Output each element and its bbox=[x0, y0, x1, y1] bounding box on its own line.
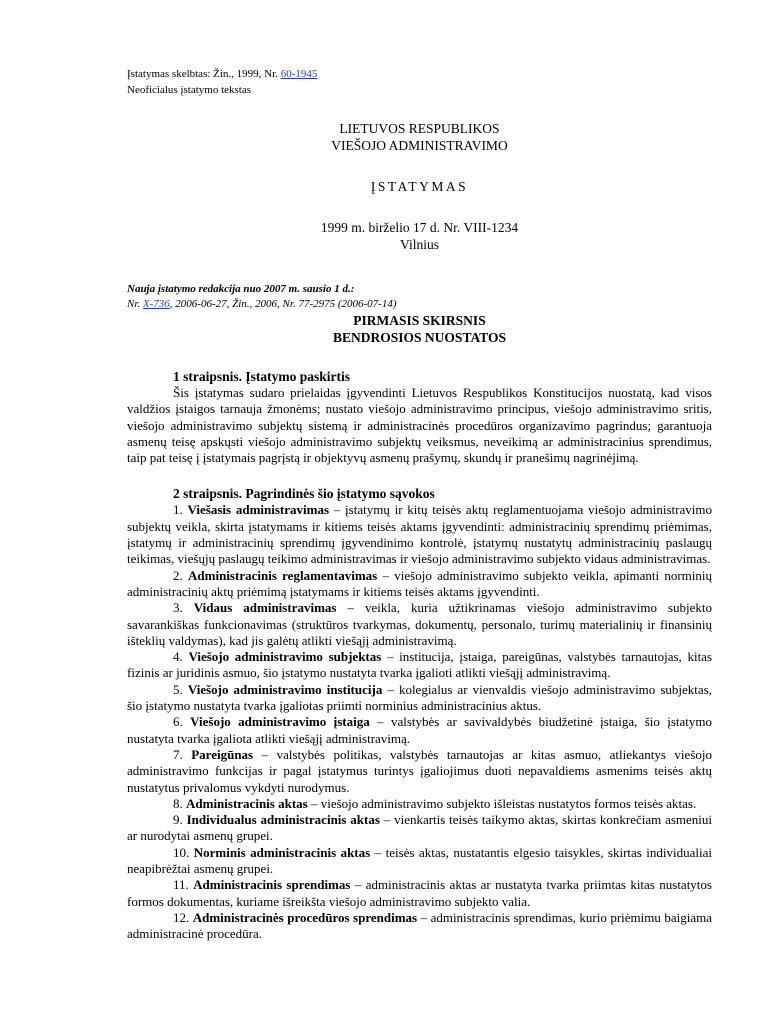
definition-text: – valstybės ar savivaldybės biudžetinė įstaiga, šio įstatymo nustatyta tvarka įgaliota atlikti viešąjį administravimą. bbox=[127, 714, 712, 746]
definition-term: Administracinis aktas bbox=[186, 795, 308, 811]
definition-item bbox=[127, 910, 712, 943]
section-name: BENDROSIOS NUOSTATOS bbox=[333, 330, 506, 345]
definition-number: 6. bbox=[173, 714, 191, 730]
new-edition-note: Nauja įstatymo redakcija nuo 2007 m. sausio 1 d.: bbox=[127, 283, 355, 295]
title-line-2: VIEŠOJO ADMINISTRAVIMO bbox=[331, 138, 508, 153]
definition-item bbox=[127, 568, 712, 601]
section-part: PIRMASIS SKIRSNIS bbox=[353, 313, 486, 328]
definition-number: 5. bbox=[173, 681, 188, 697]
definition-text: – institucija, įstaiga, pareigūnas, valstybės tarnautojas, kitas fizinis ar juridinis asmuo, šio įstatymo nustatyta tvarka įgalioti atlikti viešąjį administravimą. bbox=[127, 649, 713, 681]
definition-term: Norminis administracinis aktas bbox=[193, 844, 371, 860]
definition-number: 11. bbox=[173, 877, 194, 893]
definition-text: – viešojo administravimo subjekto veikla, apimanti norminių administracinių aktų priėmimą įstatymams ir kitiems teisės aktams įgyvendinti. bbox=[127, 567, 713, 599]
definition-term: Viešojo administravimo institucija bbox=[187, 681, 383, 697]
article-1-text: Šis įstatymas sudaro prielaidas įgyvendinti Lietuvos Respublikos Konstitucijos nuostatą, kad visos valdžios įstaigos tarnauja žmonėms; nustato viešojo administravimo principus, viešojo administravimo sritis, viešojo administravimo subjektų sistemą ir administracinės procedūros organizavimo pagrindus; garantuoja asmenų teisę apskųsti viešojo administravimo subjektų veiksmus, neveikimą ar administracinius sprendimus, taip pat teisę į įstatymais pagrįstą ir objektyvų asmenų prašymų, skundų ir pranešimų nagrinėjimą. bbox=[127, 385, 712, 466]
definition-term: Individualus administracinis aktas bbox=[186, 812, 380, 828]
definition-text: – viešojo administravimo subjekto išleistas nustatytos formos teisės aktas. bbox=[307, 795, 697, 811]
law-date: 1999 m. birželio 17 d. Nr. VIII-1234 bbox=[320, 220, 519, 235]
article-2-title: 2 straipsnis. Pagrindinės šio įstatymo sąvokos bbox=[173, 486, 435, 502]
edition-ref-prefix: Nr. bbox=[127, 298, 143, 310]
definition-number: 9. bbox=[173, 812, 187, 828]
definition-item bbox=[127, 812, 712, 845]
definition-item bbox=[127, 600, 712, 649]
definition-term: Vidaus administravimas bbox=[193, 600, 337, 616]
definition-term: Administracinis reglamentavimas bbox=[188, 567, 378, 583]
title-line-1: LIETUVOS RESPUBLIKOS bbox=[339, 121, 500, 136]
definition-item bbox=[127, 714, 712, 747]
definition-text: – valstybės politikas, valstybės tarnautojas ar kitas asmuo, atliekantys viešojo administravimo funkcijas ir pagal įstatymus turintys įgaliojimus duoti nepavaldiems asmenims teisės aktų nustatytus privalomus vykdyti nurodymus. bbox=[127, 746, 712, 795]
definition-item bbox=[127, 502, 712, 567]
definition-text: – vienkartis teisės taikymo aktas, skirtas konkrečiam asmeniui ar nurodytai asmenų grupei. bbox=[127, 812, 712, 844]
edition-ref-rest: , 2006-06-27, Žin., 2006, Nr. 77-2975 (2006-07-14) bbox=[169, 298, 397, 310]
publication-prefix: Įstatymas skelbtas: Žin., 1999, Nr. bbox=[127, 68, 281, 80]
definitions-list bbox=[127, 502, 712, 942]
definition-term: Administracinės procedūros sprendimas bbox=[192, 909, 418, 925]
definition-text: – administracinis aktas ar nustatyta tvarka priimtas kitas nustatytos formos dokumentas, kuriame išreikšta viešojo administravimo subjekto valia. bbox=[127, 877, 712, 909]
definition-text: – administracinis sprendimas, kurio priėmimu baigiama administracinė procedūra. bbox=[127, 909, 712, 942]
article-1-title: 1 straipsnis. Įstatymo paskirtis bbox=[173, 369, 351, 384]
definition-text: – veikla, kuria užtikrinamas viešojo administravimo subjekto savarankiškas funkcionavimas (struktūros tvarkymas, dokumentų, personalo, turimų materialinių ir finansinių išteklių valdymas), kad jis galėtų atlikti viešąjį administravimą. bbox=[127, 600, 712, 648]
definition-term: Pareigūnas bbox=[191, 746, 254, 762]
definition-item bbox=[127, 796, 712, 812]
law-heading: ĮSTATYMAS bbox=[370, 179, 469, 194]
definition-number: 2. bbox=[173, 567, 189, 583]
definition-item bbox=[127, 682, 712, 715]
unofficial-note: Neoficialus įstatymo tekstas bbox=[127, 84, 252, 96]
definition-number: 3. bbox=[173, 600, 194, 616]
definition-item bbox=[127, 845, 712, 878]
definition-number: 7. bbox=[173, 746, 192, 762]
definition-item bbox=[127, 877, 712, 910]
publication-link[interactable]: 60-1945 bbox=[280, 68, 318, 80]
definition-number: 12. bbox=[173, 909, 193, 925]
definition-number: 4. bbox=[173, 649, 189, 665]
definition-term: Viešasis administravimas bbox=[187, 502, 330, 518]
definition-text: – įstatymų ir kitų teisės aktų reglamentuojama viešojo administravimo subjektų veikla, skirta įstatymams ir kitiems teisės aktams įgyvendinti: administracinių sprendimų priėmimas, įstatymų ir administracinių sprendimų įgyvendinimo kontrolė, įstatymų nustatytų administracinių paslaugų teikimas, viešųjų paslaugų teikimo administravimas ir viešojo administravimo subjekto vidaus administravimas. bbox=[127, 502, 712, 567]
definition-number: 8. bbox=[173, 795, 186, 811]
edition-reference bbox=[127, 297, 712, 312]
edition-ref-link[interactable]: X-736 bbox=[142, 298, 170, 310]
definition-term: Administracinis sprendimas bbox=[193, 877, 351, 893]
definition-term: Viešojo administravimo įstaiga bbox=[190, 714, 370, 730]
definition-item bbox=[127, 747, 712, 796]
definition-item bbox=[127, 649, 712, 682]
definition-text: – teisės aktas, nustatantis elgesio taisykles, skirtas individualiai neapibrėžtai asmenų grupei. bbox=[127, 844, 713, 877]
definition-number: 1. bbox=[173, 502, 188, 518]
definition-term: Viešojo administravimo subjektas bbox=[188, 649, 382, 665]
definition-text: – kolegialus ar vienvaldis viešojo administravimo subjektas, šio įstatymo nustatyta tvarka įgaliotas priimti norminius administracinius aktus. bbox=[127, 681, 712, 714]
law-city: Vilnius bbox=[400, 237, 439, 252]
definition-number: 10. bbox=[173, 844, 194, 860]
publication-line bbox=[127, 66, 712, 82]
